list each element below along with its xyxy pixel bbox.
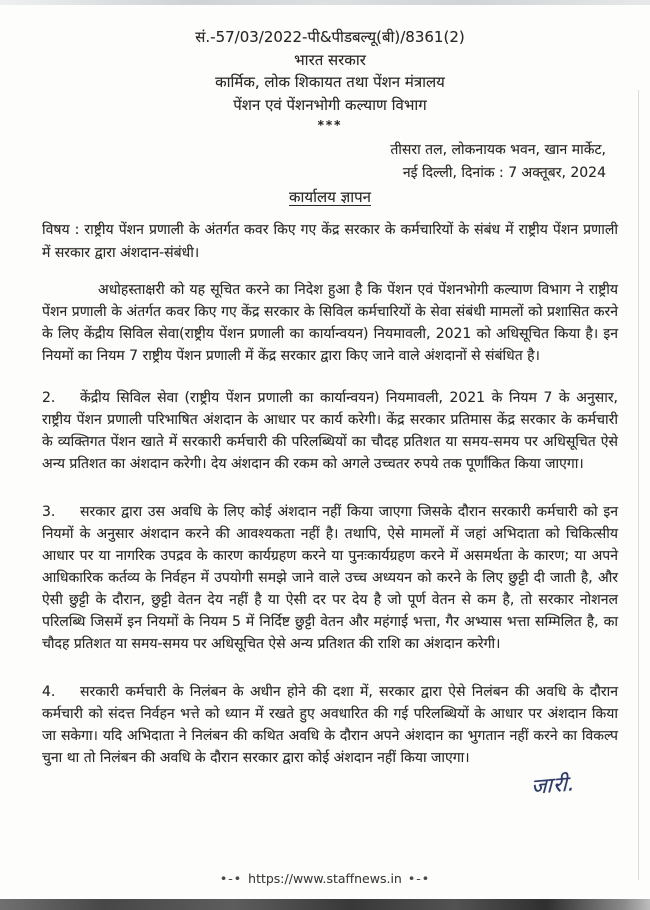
address-block (42, 139, 618, 184)
scan-right-edge-artifact (638, 90, 639, 880)
footer (0, 871, 650, 886)
subject-line: विषय : राष्ट्रीय पेंशन प्रणाली के अंतर्गत कवर किए गए केंद्र सरकार के कर्मचारियों के संबंध में राष्ट्रीय पेंशन प्रणाली में सरकार द्वारा अंशदान-संबंधी। (42, 222, 618, 261)
paragraph-number: 2. (42, 390, 56, 406)
paragraph-text: केंद्रीय सिविल सेवा (राष्ट्रीय पेंशन प्रणाली का कार्यान्वयन) नियमावली, 2021 के नियम 7 के अनुसार, राष्ट्रीय पेंशन प्रणाली परिभाषित अंशदान के आधार पर कार्य करेगी। केंद्र सरकार प्रतिमास केंद्र सरकार के कर्मचारी के व्यक्तिगत पेंशन खाते में सरकारी कर्मचारी की परिलब्धियों का चौदह प्रतिशत या समय-समय पर अधिसूचित ऐसे अन्य प्रतिशत का अंशदान करेगी। देय अंशदान की रकम को अगले उच्चतर रुपये तक पूर्णांकित किया जाएगा। (42, 390, 618, 472)
paragraph-2 (42, 387, 618, 475)
paragraph-text: सरकारी कर्मचारी के निलंबन के अधीन होने की दशा में, सरकार द्वारा ऐसे निलंबन की अवधि के दौरान कर्मचारी को संदत्त निर्वहन भत्ते को ध्यान में रखते हुए अवधारित की गई परिलब्धियों के आधार पर अंशदान किया जा सकेगा। यदि अभिदाता ने निलंबन की कथित अवधि के दौरान अपने अंशदान का भुगतान नहीं करने का विकल्प चुना था तो निलंबन की अवधि के दौरान सरकार द्वारा कोई अंशदान नहीं किया जाएगा। (42, 684, 618, 766)
paragraph-number: 3. (42, 504, 56, 520)
paragraph-4 (42, 681, 618, 769)
address-line-2: नई दिल्ली, दिनांक : 7 अक्तूबर, 2024 (402, 164, 606, 181)
government-name: भारत सरकार (294, 50, 366, 69)
paragraph-3 (42, 501, 618, 655)
footer-right-mark: •-• (407, 871, 431, 886)
footer-left-mark: •-• (219, 871, 243, 886)
scan-top-edge-artifact (0, 0, 650, 5)
document-title-text: कार्यालय ज्ञापन (289, 188, 371, 206)
paragraph-text: सरकार द्वारा उस अवधि के लिए कोई अंशदान नहीं किया जाएगा जिसके दौरान सरकारी कर्मचारी को इन नियमों के अनुसार अंशदान करने की आवश्यकता नहीं है। तथापि, ऐसे मामलों में जहां अभिदाता को चिकित्सीय आधार पर या नागरिक उपद्रव के कारण कार्यग्रहण करने या पुनःकार्यग्रहण करने में असमर्थता के कारण; या अपने आधिकारिक कर्तव्य के निर्वहन में उपयोगी समझे जाने वाले उच्च अध्ययन को करने के लिए छुट्टी दी जाती है, और ऐसी छुट्टी के दौरान, छुट्टी वेतन देय नहीं है या ऐसी दर पर देय है जो पूर्ण वेतन से कम है, तो सरकार नोशनल परिलब्धि जिसमें इन नियमों के नियम 5 में निर्दिष्ट छुट्टी वेतन और महंगाई भत्ता, गैर अभ्यास भत्ता सम्मिलित है, का चौदह प्रतिशत या समय-समय पर अधिसूचित ऐसे अन्य प्रतिशत की राशि का अंशदान करेगी। (42, 504, 618, 652)
separator-stars: *** (317, 118, 343, 132)
scan-bottom-edge-artifact (0, 899, 650, 910)
footer-url: https://www.staffnews.in (248, 871, 402, 886)
handwritten-signature: जारी. (531, 770, 577, 800)
address-line-1: तीसरा तल, लोकनायक भवन, खान मार्केट, (390, 142, 606, 158)
paragraph-number: 4. (42, 684, 56, 700)
document-title (42, 187, 618, 207)
document-content (42, 26, 618, 799)
department-name: पेंशन एवं पेंशनभोगी कल्याण विभाग (233, 95, 427, 114)
reference-number: सं.-57/03/2022-पी&पीडबल्यू(बी)/8361(2) (195, 28, 465, 46)
signature-row (42, 771, 618, 799)
ministry-name: कार्मिक, लोक शिकायत तथा पेंशन मंत्रालय (215, 73, 445, 91)
paragraph-1: अधोहस्ताक्षरी को यह सूचित करने का निदेश हुआ है कि पेंशन एवं पेंशनभोगी कल्याण विभाग ने राष्ट्रीय पेंशन प्रणाली के अंतर्गत कवर किए गए केंद्र सरकार के सिविल कर्मचारियों के सेवा संबंधी मामलों को प्रशासित करने के लिए केंद्रीय सिविल सेवा(राष्ट्रीय पेंशन प्रणाली का कार्यान्वयन) नियमावली, 2021 को अधिसूचित किया है। इन नियमों का नियम 7 राष्ट्रीय पेंशन प्रणाली में केंद्र सरकार द्वारा किए जाने वाले अंशदानों से संबंधित है। (42, 282, 618, 364)
